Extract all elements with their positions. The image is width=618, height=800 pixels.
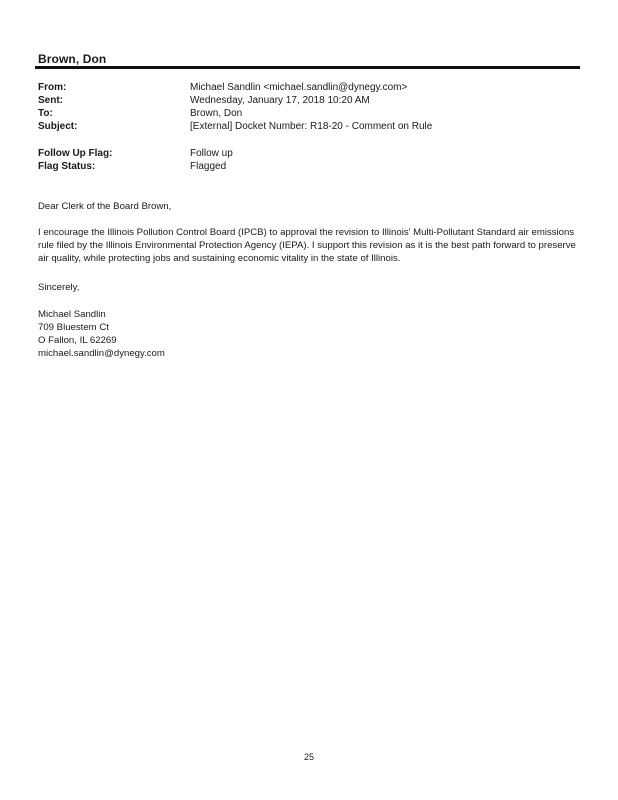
signature-email: michael.sandlin@dynegy.com bbox=[38, 348, 165, 359]
flag-status-value: Flagged bbox=[190, 161, 227, 172]
closing: Sincerely, bbox=[38, 282, 80, 293]
subject-label: Subject: bbox=[38, 121, 78, 132]
to-label: To: bbox=[38, 108, 53, 119]
from-label: From: bbox=[38, 82, 67, 93]
signature-name: Michael Sandlin bbox=[38, 309, 106, 320]
mailbox-owner-name: Brown, Don bbox=[38, 52, 107, 66]
greeting: Dear Clerk of the Board Brown, bbox=[38, 201, 172, 212]
sent-value: Wednesday, January 17, 2018 10:20 AM bbox=[190, 95, 370, 106]
body-paragraph: I encourage the Illinois Pollution Control Board (IPCB) to approval the revision to Illinois' Multi-Pollutant Standard air emissions rule filed by the Illinois Environmental Protection Agency (IEPA). I support this revision as it is the best path forward to preserve air quality, while protecting jobs and sustaining economic vitality in the state of Illinois. bbox=[38, 227, 576, 264]
subject-value: [External] Docket Number: R18-20 - Comment on Rule bbox=[190, 121, 433, 132]
follow-up-flag-label: Follow Up Flag: bbox=[38, 148, 113, 159]
follow-up-flag-value: Follow up bbox=[190, 148, 233, 159]
page-number: 25 bbox=[303, 752, 314, 762]
from-value: Michael Sandlin <michael.sandlin@dynegy.com> bbox=[190, 82, 408, 93]
signature-street: 709 Bluestem Ct bbox=[38, 322, 109, 333]
signature-city: O Fallon, IL 62269 bbox=[38, 335, 117, 346]
header-divider bbox=[35, 66, 580, 69]
flag-status-label: Flag Status: bbox=[38, 161, 96, 172]
to-value: Brown, Don bbox=[190, 108, 243, 119]
sent-label: Sent: bbox=[38, 95, 63, 106]
